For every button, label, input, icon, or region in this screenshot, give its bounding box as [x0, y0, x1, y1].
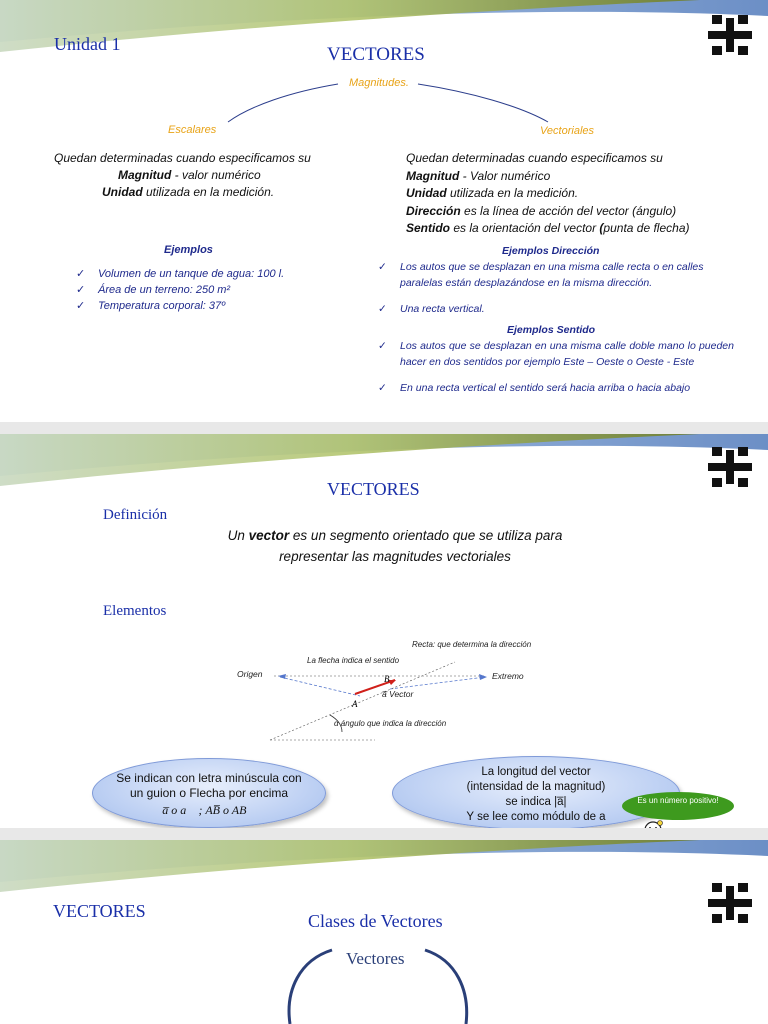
- ejemplos-sentido-title: Ejemplos Sentido: [507, 324, 596, 336]
- list-item: ✓ Volumen de un tanque de agua: 100 l.: [76, 268, 285, 280]
- notation-line2: un guion o Flecha por encima: [129, 786, 289, 800]
- vectoriales-intro: Quedan determinadas cuando especificamos su: [406, 151, 663, 165]
- elementos-label: Elementos: [103, 603, 167, 619]
- definicion-label: Definición: [103, 507, 168, 523]
- list-item: ✓ Área de un terreno: 250 m²: [76, 284, 231, 296]
- slide-title: VECTORES: [327, 44, 425, 65]
- note-bubble: [622, 792, 734, 820]
- def-line2: representar las magnitudes vectoriales: [279, 549, 511, 564]
- def-pre: Un: [227, 528, 249, 543]
- vectoriales-unidad-desc: utilizada en la medición.: [446, 186, 579, 200]
- list-item: ✓ Una recta vertical.: [378, 303, 485, 315]
- vectoriales-unidad: Unidad: [406, 186, 447, 200]
- notation-symbols: a̅ o a⃗ ; AB̅ o AB⃗: [162, 803, 256, 817]
- branch-lines: [0, 0, 768, 140]
- flecha-label: La flecha indica el sentido: [307, 656, 400, 665]
- branch-arcs: [0, 840, 768, 1024]
- slide-3: [0, 840, 768, 1024]
- magnitudes-label: Magnitudes.: [349, 77, 409, 89]
- modulus-line1: La longitud del vector: [481, 766, 591, 778]
- list-item: ✓ Los autos que se desplazan en una misma calle recta o en calles paralelas están desplazándose en la misma dirección.: [378, 261, 704, 289]
- origen-label: Origen: [237, 669, 263, 679]
- list-item-text: Temperatura corporal: 37º: [98, 300, 226, 312]
- note-text: Es un número positivo!: [637, 796, 719, 805]
- escalares-text: [54, 150, 344, 201]
- slide-1: [0, 0, 768, 422]
- angulo-label: α ángulo que indica la dirección: [334, 719, 447, 728]
- vectoriales-sentido-end: punta de flecha): [603, 221, 690, 235]
- escalares-heading: Escalares: [168, 124, 217, 136]
- modulus-line3: se indica |a̅|: [505, 796, 567, 808]
- vectoriales-sentido: Sentido: [406, 221, 450, 235]
- recta-label: Recta: que determina la dirección: [412, 640, 532, 649]
- unit-label: Unidad 1: [54, 34, 121, 54]
- list-item: ✓ En una recta vertical el sentido será hacia arriba o hacia abajo: [378, 382, 691, 394]
- vectoriales-direccion: Dirección: [406, 203, 461, 218]
- vectoriales-magnitud-desc: - Valor numérico: [459, 168, 551, 183]
- vectoriales-sentido-desc: es la orientación del vector: [450, 221, 600, 235]
- notation-bubble: [92, 758, 326, 828]
- modulus-line4: Y se lee como módulo de a: [466, 811, 606, 823]
- vectoriales-text: [406, 150, 746, 238]
- slide-2: [0, 434, 768, 828]
- definition-text: [150, 525, 640, 567]
- ejemplos-direccion-title: Ejemplos Dirección: [502, 245, 600, 257]
- escalares-ejemplos-title: Ejemplos: [164, 244, 213, 256]
- vectoriales-direccion-desc: es la línea de acción del vector (ángulo): [460, 203, 677, 218]
- list-item-text: En una recta vertical el sentido será hacia arriba o hacia abajo: [400, 382, 691, 394]
- list-item-text: Una recta vertical.: [400, 303, 485, 315]
- list-item-text: Área de un terreno: 250 m²: [98, 284, 231, 296]
- escalares-unidad-desc: utilizada en la medición.: [142, 185, 275, 199]
- extremo-label: Extremo: [492, 671, 524, 681]
- modulus-bubble: [392, 756, 680, 828]
- escalares-intro: Quedan determinadas cuando especificamos su: [54, 151, 311, 165]
- point-b-label: B: [384, 674, 390, 684]
- escalares-magnitud: Magnitud: [118, 168, 172, 182]
- vectoriales-magnitud: Magnitud: [406, 168, 460, 183]
- vectoriales-heading: Vectoriales: [540, 125, 595, 137]
- vector-label: a̅ Vector: [382, 689, 414, 699]
- list-item-text: Los autos que se desplazan en una misma calle recta o en calles paralelas están desplazándose en la misma dirección.: [400, 261, 704, 289]
- def-post: es un segmento orientado que se utiliza para: [289, 528, 563, 543]
- escalares-ejemplos-list: [76, 266, 336, 314]
- modulus-line2: (intensidad de la magnitud): [466, 781, 606, 793]
- point-a-label: A: [352, 699, 358, 709]
- utn-logo-icon: [708, 444, 752, 490]
- slide-title: VECTORES: [327, 479, 420, 499]
- list-item-text: Los autos que se desplazan en una misma calle doble mano lo pueden hacer en dos sentidos por ejemplo Este – Oeste o Oeste - Este: [400, 340, 734, 368]
- slide-title: VECTORES: [53, 901, 146, 921]
- clases-subtitle: Clases de Vectores: [308, 911, 443, 931]
- def-bold: vector: [248, 528, 290, 543]
- vectores-node: Vectores: [346, 949, 405, 968]
- thinking-figure-icon: [640, 818, 666, 828]
- list-item: ✓ Temperatura corporal: 37º: [76, 300, 226, 312]
- ejemplos-direccion-list: [378, 259, 734, 317]
- ejemplos-sentido-list: [378, 338, 734, 396]
- vectoriales-sentido-paren: (: [599, 221, 604, 235]
- notation-line1: Se indican con letra minúscula con: [116, 771, 302, 785]
- list-item: ✓ Los autos que se desplazan en una misma calle doble mano lo pueden hacer en dos sentidos por ejemplo Este – Oeste o Oeste - Este: [378, 340, 734, 368]
- list-item-text: Volumen de un tanque de agua: 100 l.: [98, 268, 285, 280]
- escalares-magnitud-desc: - valor numérico: [171, 168, 261, 182]
- escalares-unidad: Unidad: [102, 185, 143, 199]
